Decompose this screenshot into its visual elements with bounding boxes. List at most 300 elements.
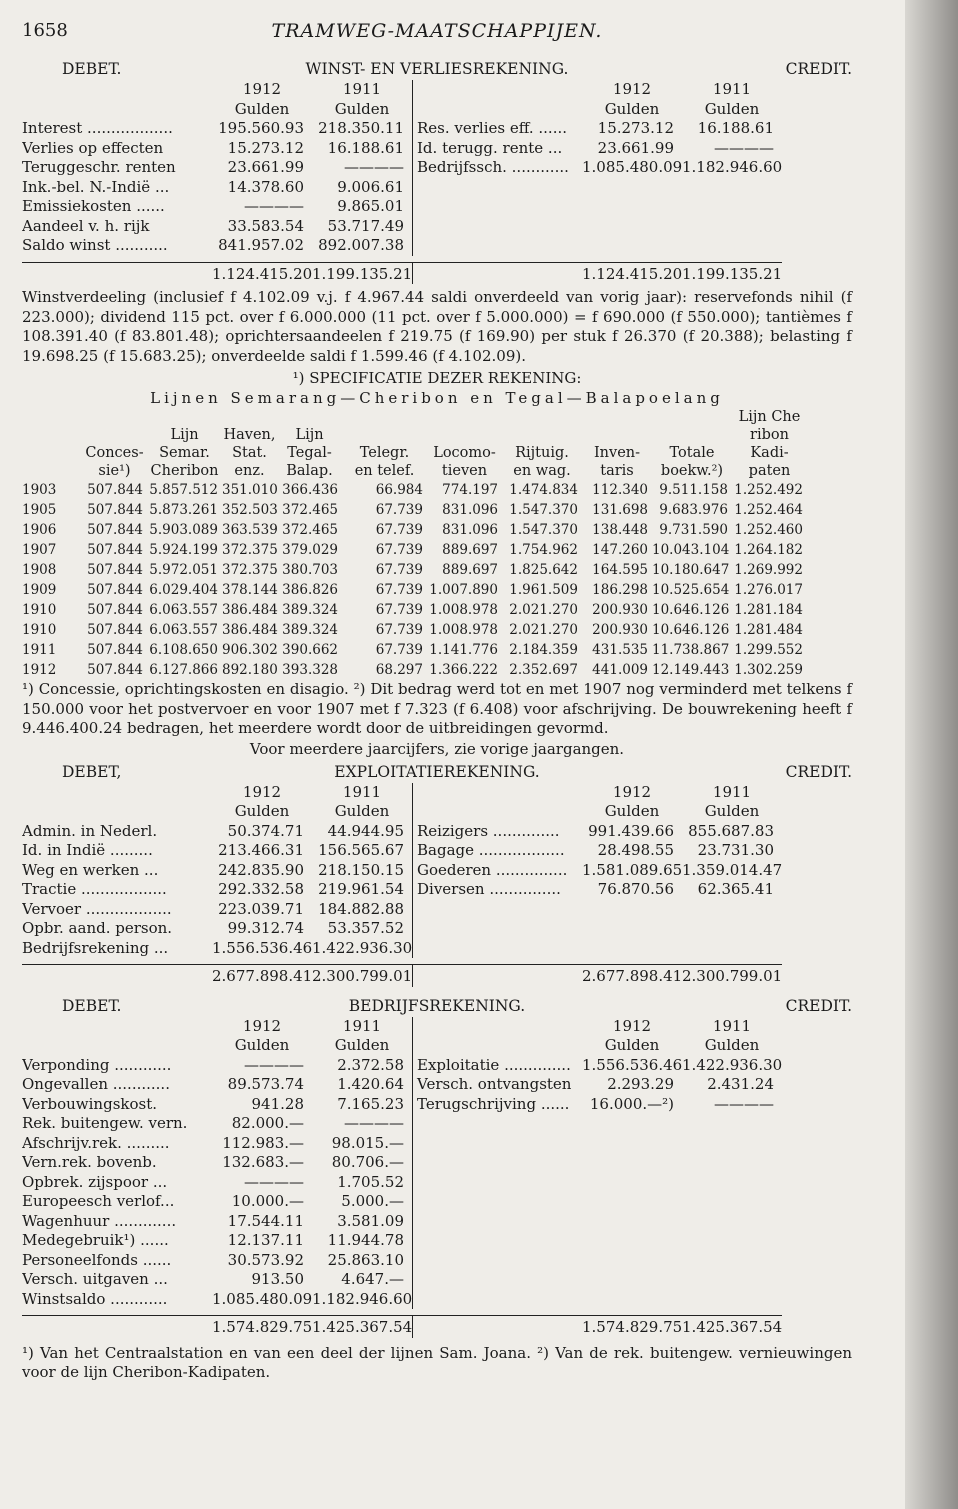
ws-left-label: Aandeel v. h. rijk bbox=[22, 216, 150, 235]
ws-right-label bbox=[412, 236, 582, 256]
spec-cell: 6.127.866 bbox=[149, 662, 218, 678]
ws-right-label: Id. terugg. rente ... bbox=[412, 139, 582, 159]
br-hdr-blank bbox=[412, 1017, 582, 1037]
spec-cell: 10.646.126 bbox=[652, 622, 730, 638]
ex-left-value-1911: 219.961.54 bbox=[318, 880, 404, 898]
spec-cell: 372.465 bbox=[282, 502, 338, 518]
ws-right-label bbox=[412, 178, 582, 198]
br-heading bbox=[22, 997, 852, 1017]
br-left-label: Versch. uitgaven ... bbox=[22, 1270, 168, 1288]
spec-note: ¹) Concessie, oprichtingskosten en disagio. ²) Dit bedrag werd tot en met 1907 nog verminderd met telkens f 150.000 voor het postvervoer en voor 1907 met f 7.323 (f 6.408) voor afschrijving. De bouwrekening heeft f 9.446.400.24 bedragen, het meerdere wordt door de uitbreidingen gevormd. bbox=[22, 680, 852, 737]
ex-left-value-1912: 223.039.71 bbox=[218, 899, 304, 918]
br-right-value-1911 bbox=[682, 1134, 782, 1154]
br-hdr-unit: Gulden bbox=[334, 1036, 390, 1054]
spec-cell: 67.739 bbox=[375, 642, 423, 658]
br-total: 1.574.829.75 bbox=[212, 1315, 312, 1338]
spec-cell: 431.535 bbox=[592, 642, 648, 658]
br-left-label: Opbrek. zijspoor ... bbox=[22, 1172, 168, 1191]
ex-right-value-1912: 991.439.66 bbox=[588, 821, 674, 840]
ex-left-value-1911: 1.422.936.30 bbox=[312, 938, 412, 957]
spec-cell: 9.511.158 bbox=[659, 482, 728, 498]
br-left-value-1911: 98.015.— bbox=[331, 1133, 404, 1152]
ex-total-blank bbox=[412, 964, 582, 987]
ws-right-value-1911: 1.182.946.60 bbox=[682, 158, 782, 176]
spec-cell: 1.366.222 bbox=[429, 662, 498, 678]
ws-hdr-unit: Gulden bbox=[334, 99, 390, 118]
ex-left-label: Id. in Indië ......... bbox=[22, 841, 153, 859]
br-left-value-1911: 1.420.64 bbox=[337, 1075, 404, 1093]
spec-cell: 1.264.182 bbox=[734, 542, 803, 558]
ws-hdr-blank bbox=[22, 80, 212, 100]
ws-left-value-1911: ———— bbox=[344, 158, 404, 176]
ws-left-label: Ink.-bel. N.-Indië ... bbox=[22, 177, 170, 196]
spec-cell: 1.302.259 bbox=[734, 662, 803, 678]
spec-cell: 131.698 bbox=[592, 502, 648, 518]
br-total-blank bbox=[22, 1315, 212, 1338]
ex-right-label bbox=[412, 939, 582, 959]
ws-right-label bbox=[412, 217, 582, 237]
ws-total: 1.124.415.20 bbox=[212, 262, 312, 285]
ws-hdr-blank bbox=[412, 80, 582, 100]
ws-hdr-year: 1912 bbox=[612, 80, 652, 98]
page-header bbox=[22, 14, 852, 60]
ws-table bbox=[22, 80, 852, 284]
spec-cell: 892.180 bbox=[222, 662, 278, 678]
br-left-value-1911: 11.944.78 bbox=[327, 1231, 404, 1249]
br-right-value-1912 bbox=[582, 1153, 682, 1173]
page-edge-shadow bbox=[905, 0, 958, 1509]
br-left-value-1911: 80.706.— bbox=[331, 1153, 404, 1171]
ws-left-label: Interest .................. bbox=[22, 119, 173, 137]
ws-debet: DEBET. bbox=[62, 60, 122, 78]
spec-cell: 9.731.590 bbox=[659, 522, 728, 538]
ex-right-label: Bagage .................. bbox=[412, 841, 582, 861]
spec-cell: 507.844 bbox=[87, 562, 143, 578]
ws-right-value-1912 bbox=[582, 236, 682, 256]
ex-table bbox=[22, 783, 852, 987]
ex-left-value-1911: 44.944.95 bbox=[327, 821, 404, 840]
br-debet: DEBET. bbox=[62, 996, 122, 1015]
spec-col-header: Lijn Semar. Cheribon bbox=[150, 427, 219, 479]
br-right-label bbox=[412, 1290, 582, 1310]
br-right-value-1912 bbox=[582, 1251, 682, 1271]
spec-cell: 5.972.051 bbox=[149, 562, 218, 578]
spec-cell: 1.252.464 bbox=[734, 502, 803, 518]
br-table bbox=[22, 1017, 852, 1338]
spec-cell: 138.448 bbox=[592, 522, 648, 538]
ws-total: 1.199.135.21 bbox=[682, 262, 782, 285]
ws-right-label: Res. verlies eff. ...... bbox=[412, 119, 582, 139]
spec-cell: 1.754.962 bbox=[509, 542, 578, 558]
br-right-value-1911 bbox=[682, 1192, 782, 1212]
ex-right-label: Reizigers .............. bbox=[412, 822, 582, 842]
ws-right-value-1911: ———— bbox=[714, 138, 774, 157]
spec-cell: 379.029 bbox=[282, 542, 338, 558]
spec-cell: 1.276.017 bbox=[734, 582, 803, 598]
spec-cell: 1.007.890 bbox=[429, 582, 498, 598]
ex-hdr-blank bbox=[412, 802, 582, 822]
br-left-value-1911: ———— bbox=[344, 1114, 404, 1132]
spec-cell: 507.844 bbox=[87, 642, 143, 658]
ex-right-value-1911: 1.359.014.47 bbox=[682, 860, 782, 879]
ws-hdr-year: 1911 bbox=[342, 80, 382, 98]
spec-row-year: 1911 bbox=[22, 642, 57, 658]
ws-total: 1.124.415.20 bbox=[582, 262, 682, 285]
spec-cell: 112.340 bbox=[592, 482, 648, 498]
spec-cell: 1.474.834 bbox=[509, 482, 578, 498]
ws-left-value-1912: 23.661.99 bbox=[227, 158, 304, 176]
br-left-value-1911: 1.182.946.60 bbox=[312, 1289, 412, 1308]
spec-cell: 67.739 bbox=[375, 602, 423, 618]
ws-left-value-1911: 16.188.61 bbox=[327, 138, 404, 157]
ws-credit: CREDIT. bbox=[785, 60, 852, 78]
br-hdr-blank bbox=[22, 1017, 212, 1037]
br-right-value-1911 bbox=[682, 1270, 782, 1290]
ex-left-label: Bedrijfsrekening ... bbox=[22, 938, 169, 957]
br-right-label bbox=[412, 1134, 582, 1154]
br-note: ¹) Van het Centraalstation en van een deel der lijnen Sam. Joana. ²) Van de rek. buitengew. vernieuwingen voor de lijn Cheribon-Kadipaten. bbox=[22, 1343, 852, 1381]
br-total-blank bbox=[412, 1315, 582, 1338]
ws-total-blank bbox=[412, 262, 582, 285]
ex-left-label: Weg en werken ... bbox=[22, 860, 159, 879]
ex-left-label: Opbr. aand. person. bbox=[22, 919, 173, 937]
ws-hdr-unit: Gulden bbox=[604, 99, 660, 118]
spec-cell: 372.465 bbox=[282, 522, 338, 538]
spec-cell: 5.903.089 bbox=[149, 522, 218, 538]
ex-hdr-unit: Gulden bbox=[704, 802, 760, 820]
spec-cell: 366.436 bbox=[282, 482, 338, 498]
spec-cell: 1.281.484 bbox=[734, 622, 803, 638]
ex-right-value-1911: 23.731.30 bbox=[697, 841, 774, 859]
br-left-value-1912: 913.50 bbox=[251, 1270, 304, 1288]
spec-cell: 1.252.492 bbox=[734, 482, 803, 498]
spec-cell: 1.281.184 bbox=[734, 602, 803, 618]
ws-left-value-1911: 53.717.49 bbox=[327, 216, 404, 235]
spec-cell: 389.324 bbox=[282, 622, 338, 638]
ws-right-value-1912: 15.273.12 bbox=[597, 119, 674, 137]
ex-title: EXPLOITATIEREKENING. bbox=[334, 762, 540, 781]
ws-hdr-unit: Gulden bbox=[704, 99, 760, 118]
spec-cell: 67.739 bbox=[375, 622, 423, 638]
ex-hdr-year: 1911 bbox=[342, 782, 382, 801]
spec-cell: 507.844 bbox=[87, 622, 143, 638]
br-left-value-1912: 82.000.— bbox=[231, 1114, 304, 1132]
br-right-label bbox=[412, 1251, 582, 1271]
ex-right-label bbox=[412, 919, 582, 939]
br-left-value-1912: 30.573.92 bbox=[227, 1250, 304, 1269]
br-left-label: Verponding ............ bbox=[22, 1055, 172, 1074]
spec-cell: 1.269.992 bbox=[734, 562, 803, 578]
spec-col-header: Locomo- tieven bbox=[433, 445, 496, 479]
ex-left-value-1912: 292.332.58 bbox=[218, 880, 304, 898]
ws-left-value-1912: 33.583.54 bbox=[227, 216, 304, 235]
ws-right-value-1911 bbox=[682, 197, 782, 217]
spec-cell: 380.703 bbox=[282, 562, 338, 578]
spec-cell: 507.844 bbox=[87, 662, 143, 678]
br-left-label: Afschrijv.rek. ......... bbox=[22, 1133, 170, 1152]
spec-cell: 2.021.270 bbox=[509, 622, 578, 638]
spec-title: ¹) SPECIFICATIE DEZER REKENING: bbox=[292, 369, 582, 387]
br-right-label: Terugschrijving ...... bbox=[412, 1095, 582, 1115]
ex-left-label: Vervoer .................. bbox=[22, 899, 172, 918]
ex-hdr-year: 1912 bbox=[242, 782, 282, 801]
ex-hdr-unit: Gulden bbox=[234, 802, 290, 820]
spec-cell: 67.739 bbox=[375, 562, 423, 578]
spec-col-header: Lijn Tegal- Balap. bbox=[286, 427, 333, 479]
br-hdr-year: 1912 bbox=[242, 1016, 282, 1035]
ws-left-label: Teruggeschr. renten bbox=[22, 158, 176, 176]
br-right-label bbox=[412, 1192, 582, 1212]
spec-cell: 386.484 bbox=[222, 602, 278, 618]
page-number: 1658 bbox=[22, 20, 68, 41]
br-right-value-1911 bbox=[682, 1251, 782, 1271]
spec-row-year: 1909 bbox=[22, 582, 57, 598]
spec-cell: 889.697 bbox=[442, 542, 498, 558]
spec-cell: 389.324 bbox=[282, 602, 338, 618]
spec-cell: 10.525.654 bbox=[652, 582, 730, 598]
spec-cell: 1.825.642 bbox=[509, 562, 578, 578]
br-left-value-1912: 12.137.11 bbox=[227, 1231, 304, 1249]
spec-row-year: 1906 bbox=[22, 522, 57, 538]
br-right-value-1911: ———— bbox=[714, 1094, 774, 1113]
ws-right-value-1912 bbox=[582, 217, 682, 237]
ws-left-value-1912: ———— bbox=[244, 197, 304, 215]
ws-left-value-1911: 9.865.01 bbox=[337, 197, 404, 215]
ws-left-label: Verlies op effecten bbox=[22, 138, 164, 157]
spec-cell: 386.826 bbox=[282, 582, 338, 598]
spec-cell: 1.141.776 bbox=[429, 642, 498, 658]
ex-left-label: Tractie .................. bbox=[22, 880, 167, 898]
spec-cell: 164.595 bbox=[592, 562, 648, 578]
ex-left-value-1911: 156.565.67 bbox=[318, 841, 404, 859]
ex-left-value-1912: 213.466.31 bbox=[218, 841, 304, 859]
br-right-label bbox=[412, 1212, 582, 1232]
spec-row-year: 1912 bbox=[22, 662, 57, 678]
ex-right-label: Diversen ............... bbox=[412, 880, 582, 900]
ex-total-blank bbox=[22, 964, 212, 987]
br-hdr-year: 1911 bbox=[342, 1016, 382, 1035]
spec-cell: 66.984 bbox=[375, 482, 423, 498]
ex-hdr-unit: Gulden bbox=[334, 802, 390, 820]
ex-right-label: Goederen ............... bbox=[412, 861, 582, 881]
spec-cell: 67.739 bbox=[375, 542, 423, 558]
spec-cell: 390.662 bbox=[282, 642, 338, 658]
br-right-value-1911 bbox=[682, 1114, 782, 1134]
ws-right-value-1912 bbox=[582, 197, 682, 217]
br-right-value-1912 bbox=[582, 1212, 682, 1232]
ex-hdr-blank bbox=[22, 802, 212, 822]
spec-cell: 2.352.697 bbox=[509, 662, 578, 678]
br-right-label bbox=[412, 1231, 582, 1251]
spec-table bbox=[22, 408, 852, 680]
br-right-value-1911 bbox=[682, 1153, 782, 1173]
spec-cell: 507.844 bbox=[87, 602, 143, 618]
ws-left-value-1912: 15.273.12 bbox=[227, 138, 304, 157]
spec-cell: 441.009 bbox=[592, 662, 648, 678]
spec-cell: 68.297 bbox=[375, 662, 423, 678]
spec-cell: 2.184.359 bbox=[509, 642, 578, 658]
ws-left-value-1912: 195.560.93 bbox=[218, 119, 304, 137]
ex-left-value-1912: 99.312.74 bbox=[227, 919, 304, 937]
br-left-value-1912: ———— bbox=[244, 1172, 304, 1191]
spec-cell: 507.844 bbox=[87, 482, 143, 498]
ex-right-value-1912: 28.498.55 bbox=[597, 841, 674, 859]
ex-credit: CREDIT. bbox=[785, 762, 852, 781]
ex-hdr-unit: Gulden bbox=[604, 802, 660, 820]
br-left-value-1911: 4.647.— bbox=[341, 1270, 404, 1288]
spec-cell: 507.844 bbox=[87, 502, 143, 518]
br-hdr-unit: Gulden bbox=[234, 1036, 290, 1054]
br-left-label: Wagenhuur ............. bbox=[22, 1211, 177, 1230]
ex-left-value-1911: 53.357.52 bbox=[327, 919, 404, 937]
br-right-value-1912 bbox=[582, 1173, 682, 1193]
ws-left-value-1911: 892.007.38 bbox=[318, 236, 404, 254]
br-left-label: Rek. buitengew. vern. bbox=[22, 1114, 188, 1132]
spec-cell: 889.697 bbox=[442, 562, 498, 578]
ws-right-value-1911 bbox=[682, 178, 782, 198]
br-left-value-1911: 3.581.09 bbox=[337, 1211, 404, 1230]
spec-cell: 200.930 bbox=[592, 622, 648, 638]
ex-right-label bbox=[412, 900, 582, 920]
ws-total: 1.199.135.21 bbox=[312, 262, 412, 285]
spec-col-header: Telegr. en telef. bbox=[354, 445, 415, 479]
br-left-value-1911: 25.863.10 bbox=[327, 1250, 404, 1269]
spec-cell: 67.739 bbox=[375, 502, 423, 518]
spec-cell: 10.646.126 bbox=[652, 602, 730, 618]
br-right-value-1911 bbox=[682, 1290, 782, 1310]
spec-cell: 5.857.512 bbox=[149, 482, 218, 498]
br-right-value-1912: 2.293.29 bbox=[607, 1075, 674, 1093]
ex-right-value-1912 bbox=[582, 939, 682, 959]
spec-subtitle: Lijnen Semarang—Cheribon en Tegal—Balapoelang bbox=[150, 389, 724, 407]
br-right-value-1911: 2.431.24 bbox=[707, 1075, 774, 1093]
ex-total: 2.677.898.41 bbox=[212, 964, 312, 987]
br-right-label bbox=[412, 1173, 582, 1193]
spec-row-year: 1910 bbox=[22, 622, 57, 638]
br-hdr-year: 1911 bbox=[712, 1016, 752, 1035]
ws-left-value-1911: 9.006.61 bbox=[337, 177, 404, 196]
spec-cell: 831.096 bbox=[442, 522, 498, 538]
br-left-value-1912: 132.683.— bbox=[222, 1153, 304, 1171]
running-title: TRAMWEG-MAATSCHAPPIJEN. bbox=[271, 20, 603, 42]
spec-cell: 1.547.370 bbox=[509, 522, 578, 538]
br-right-value-1912 bbox=[582, 1290, 682, 1310]
spec-cell: 507.844 bbox=[87, 542, 143, 558]
spec-cell: 1.547.370 bbox=[509, 502, 578, 518]
ws-left-value-1912: 841.957.02 bbox=[218, 236, 304, 254]
br-left-value-1911: 7.165.23 bbox=[337, 1094, 404, 1113]
spec-row-year: 1910 bbox=[22, 602, 57, 618]
br-right-value-1911 bbox=[682, 1173, 782, 1193]
br-left-value-1911: 1.705.52 bbox=[337, 1172, 404, 1191]
ex-hdr-blank bbox=[22, 783, 212, 803]
br-left-label: Verbouwingskost. bbox=[22, 1094, 158, 1113]
spec-cell: 351.010 bbox=[222, 482, 278, 498]
ws-right-label: Bedrijfssch. ............ bbox=[412, 158, 582, 178]
br-right-label: Exploitatie .............. bbox=[412, 1056, 582, 1076]
ex-total: 2.300.799.01 bbox=[312, 964, 412, 987]
spec-col-header: Lijn Che ribon Kadi- paten bbox=[738, 409, 801, 479]
spec-row-year: 1908 bbox=[22, 562, 57, 578]
ex-hdr-year: 1912 bbox=[612, 782, 652, 801]
br-right-value-1912 bbox=[582, 1192, 682, 1212]
spec-cell: 1.008.978 bbox=[429, 602, 498, 618]
ws-hdr-year: 1912 bbox=[242, 80, 282, 98]
spec-cell: 6.063.557 bbox=[149, 622, 218, 638]
ex-total: 2.300.799.01 bbox=[682, 964, 782, 987]
br-left-value-1911: 2.372.58 bbox=[337, 1055, 404, 1074]
document-page bbox=[22, 14, 852, 1383]
br-left-value-1912: 941.28 bbox=[251, 1094, 304, 1113]
spec-cell: 1.008.978 bbox=[429, 622, 498, 638]
ws-left-label: Emissiekosten ...... bbox=[22, 197, 165, 215]
ws-right-value-1912: 23.661.99 bbox=[597, 138, 674, 157]
spec-cell: 5.873.261 bbox=[149, 502, 218, 518]
spec-cell: 9.683.976 bbox=[659, 502, 728, 518]
spec-cell: 6.029.404 bbox=[149, 582, 218, 598]
ex-left-label: Admin. in Nederl. bbox=[22, 821, 158, 840]
br-left-label: Ongevallen ............ bbox=[22, 1075, 170, 1093]
br-total: 1.425.367.54 bbox=[312, 1315, 412, 1338]
ex-left-value-1911: 184.882.88 bbox=[318, 899, 404, 918]
spec-cell: 12.149.443 bbox=[652, 662, 730, 678]
ws-right-label bbox=[412, 197, 582, 217]
br-left-value-1912: 112.983.— bbox=[222, 1133, 304, 1152]
ws-total-blank bbox=[22, 262, 212, 285]
br-left-value-1911: 5.000.— bbox=[341, 1192, 404, 1210]
br-left-label: Medegebruik¹) ...... bbox=[22, 1231, 169, 1249]
spec-more: Voor meerdere jaarcijfers, zie vorige jaargangen. bbox=[249, 739, 625, 758]
br-title: BEDRIJFSREKENING. bbox=[348, 996, 526, 1015]
spec-cell: 386.484 bbox=[222, 622, 278, 638]
spec-col-header: Totale boekw.²) bbox=[660, 445, 724, 479]
ex-left-value-1911: 218.150.15 bbox=[318, 860, 404, 879]
ex-right-value-1911 bbox=[682, 919, 782, 939]
spec-row-year: 1905 bbox=[22, 502, 57, 518]
br-left-value-1912: 1.085.480.09 bbox=[212, 1289, 312, 1308]
spec-row-year: 1907 bbox=[22, 542, 57, 558]
br-right-value-1912 bbox=[582, 1270, 682, 1290]
spec-cell: 372.375 bbox=[222, 542, 278, 558]
br-total: 1.574.829.75 bbox=[582, 1315, 682, 1338]
ws-left-label: Saldo winst ........... bbox=[22, 236, 168, 254]
br-right-value-1911 bbox=[682, 1231, 782, 1251]
spec-cell: 352.503 bbox=[222, 502, 278, 518]
br-left-label: Personeelfonds ...... bbox=[22, 1250, 172, 1269]
spec-col-header: Rijtuig. en wag. bbox=[513, 445, 571, 479]
br-left-label: Vern.rek. bovenb. bbox=[22, 1153, 157, 1171]
spec-cell: 147.260 bbox=[592, 542, 648, 558]
spec-cell: 200.930 bbox=[592, 602, 648, 618]
ws-left-value-1911: 218.350.11 bbox=[318, 119, 404, 137]
spec-cell: 507.844 bbox=[87, 582, 143, 598]
spec-cell: 906.302 bbox=[222, 642, 278, 658]
br-right-value-1911 bbox=[682, 1212, 782, 1232]
spec-col-header: Haven, Stat. enz. bbox=[223, 427, 276, 479]
br-hdr-unit: Gulden bbox=[704, 1036, 760, 1054]
br-right-value-1912 bbox=[582, 1134, 682, 1154]
spec-cell: 363.539 bbox=[222, 522, 278, 538]
ex-heading bbox=[22, 763, 852, 783]
br-credit: CREDIT. bbox=[785, 996, 852, 1015]
spec-cell: 10.180.647 bbox=[652, 562, 730, 578]
br-hdr-unit: Gulden bbox=[604, 1036, 660, 1054]
ws-hdr-blank bbox=[412, 100, 582, 120]
br-right-value-1911: 1.422.936.30 bbox=[682, 1055, 782, 1074]
ws-right-value-1912: 1.085.480.09 bbox=[582, 158, 682, 176]
br-right-label bbox=[412, 1114, 582, 1134]
spec-cell: 5.924.199 bbox=[149, 542, 218, 558]
